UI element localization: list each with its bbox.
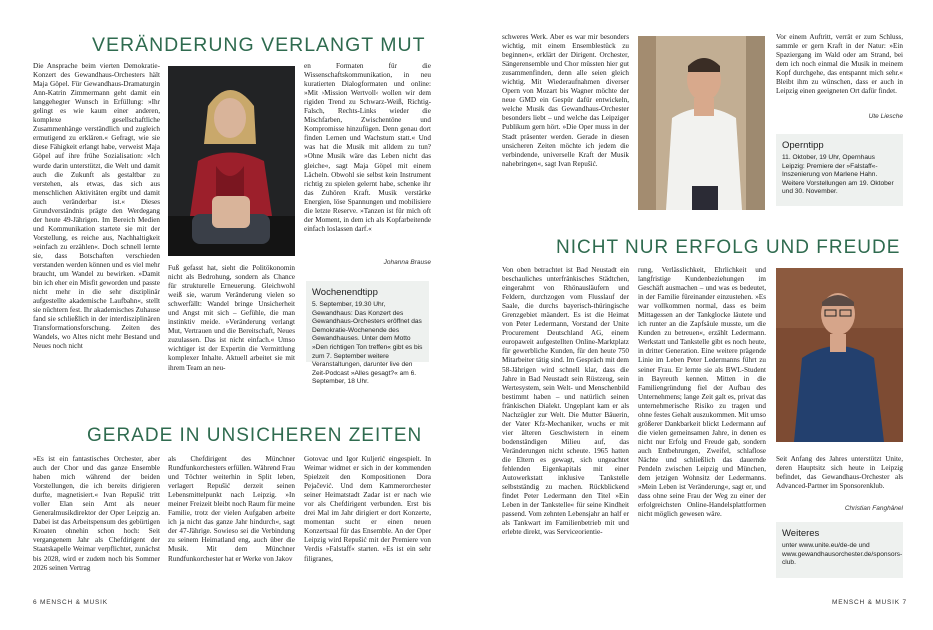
article2-column4 [502,33,629,249]
article3-column1 [502,266,629,582]
article1-col2-text: Fuß gefasst hat, sieht die Politökonomin nicht als Bedrohung, sondern als Chance für strukturelle Erneuerung. Gleichwohl weiß sie, warum Veränderung vielen so schwerfällt: Wandel bringe Unsicherheit und Angst mit sich – Gefühle, die man instinktiv meide. »Veränderung verlangt Mut, Vertrauen und die Bereitschaft, Neues zuzulassen. Das ist nicht einfach.« Umso wichtiger ist der Expertin die Vermittlung komplexer Inhalte. Aktuell arbeitet sie mit ihrem Team an neu- [168,264,295,372]
article1-column2 [168,264,295,396]
opera-tip-title: Operntipp [782,140,824,151]
article2-col1-text: »Es ist ein fantastisches Orchester, aber auch der Chor und das ganze Ensemble haben mich während der beiden Vorstellungen, die ich bereits dirigieren durfte, magnetisiert.« Ivan Repušić tritt voller Elan sein Amt als neuer Generalmusikdirektor der Oper Leipzig an. Dabei ist das Arbeitspensum des gebürtigen Kroaten ohnehin schon hoch: Seit vergangenem Jahr als Chefdirigent der Staatskapelle Weimar verpflichtet, zunächst bis 2028, wird er zudem noch bis Sommer 2026 seinen Vertrag [33,455,160,572]
portrait-photo-maja-goepel [168,66,295,256]
article2-col2-text: als Chefdirigent des Münchner Rundfunkorchesters erfüllen. Während Frau und Töchter weiterhin in Split leben, verlagert Repušić derzeit seinen Lebensmittelpunkt nach Leipzig. »In meiner Freizeit bleibt noch Raum für meine Familie, trotz der vielen Aufgaben arbeite ich ja nicht das ganze Jahr hindurch«, sagt der 47-Jährige. Sowieso sei die Verbindung zu seinem Heimatland eng, auch über die Musik. Mit dem Münchner Rundfunkorchester hat er Werke von Jakov [168,455,295,563]
author-signature-brause: Johanna Brause [383,259,431,266]
article2-column5 [776,33,903,113]
further-info-text[interactable]: unter www.unite.eu/de-de und www.gewandhausorchester.de/sponsors-club. [782,542,903,567]
article2-col3-text: Gotovac und Igor Kuljerić eingespielt. In Weimar widmet er sich in der kommenden Spielzeit den Kompositionen Dora Pejačević. Und dem Kammerorchester seiner Heimatstadt Zadar ist er nach wie vor als Chefdirigent verbunden. Erst bis drei Mal im Jahr dirigiert er dort Konzerte, momentan sucht er einen neuen Konzertsaal für das Ensemble. An der Oper Leipzig wird Repušić mit der Premiere von Verdis »Falstaff« starten. »Es ist ein sehr filigranes, [304,455,431,563]
article2-column1 [33,455,160,581]
portrait-photo-peter-ledermann [776,268,903,442]
weekend-tip-text: 5. September, 19.30 Uhr, Gewandhaus: Das Konzert des Gewandhaus-Orchesters eröffnet das Demokratie-Wochenende des Gewandhauses. Unter dem Motto »Den richtigen Ton treffen« gibt es bis zum 7. September weitere Veranstaltungen, darunter live den Zeit-Podcast »Alles gesagt?« am 6. September, 18 Uhr. [312,301,423,386]
article2-col5-text: Vor einem Auftritt, verrät er zum Schluss, sammle er gern Kraft in der Natur: »Ein Spaziergang im Wald oder am Strand, bei dem ich noch einmal die Musik in meinem Kopf durchgehe, das entspannt mich sehr.« Bleibt ihm zu wünschen, dass er auch in Leipzig einen geeigneten Ort dafür findet. [776,33,903,96]
article3-col2-text: rung, Verlässlichkeit, Ehrlichkeit und langfristige Kundenbeziehungen im Geschäft ausmachen – und was es bedeutet, in der Familie füreinander einzustehen. »Es war vollkommen normal, dass es beim Mittagessen an der Tankglocke läutete und ich runter an die Zapfsäule musste, um die Kunden zu betreuen«, erzählt Ledermann. Werkstatt und Tankstelle gibt es noch heute, in dritter Generation. Eine weitere prägende Linie im Leben Peter Ledermanns führt zu seiner Frau. Er lernte sie als BWL-Student in Bayreuth kennen. Mitten in die Familiengründung fiel der Aufbau des Unternehmens; lange Zeit galt es, privat das unternehmerische Risiko zu tragen und ohne festes Gehalt auszukommen. Mit umso größerer Dankbarkeit blickt Ledermann auf die vielen gemeinsamen Jahre, in denen es nicht nur Erfolg und Freude gab, sondern auch Entbehrungen, Zweifel, schlaflose Nächte und schließlich das dauernde Pendeln zwischen Leipzig und München, dem jetzigen Wohnsitz der Ledermanns. »Mein Leben ist Veränderung«, sagt er, und dass ohne seine Frau der Weg zu einer der erfolgreichsten Online-Handelsplattformen nicht möglich gewesen wäre. [638,266,766,519]
article3-column2 [638,266,766,582]
further-info-title: Weiteres [782,528,820,539]
portrait-photo-ivan-repusic [638,36,765,210]
author-signature-liesche: Ute Liesche [868,113,903,120]
article1-col3-text: en Formaten für die Wissenschaftskommunikation, in neu kuratierten Dialogformaten und online: »Mit ›Mission Wertvoll‹ wollen wir dem rigiden Trend zu Schwarz-Weiß, Richtig-Falsch, Rechts-Links wieder die Mischfarben, Zwischentöne und Kompromisse hinzufügen. Denn genau dort finden Lernen und Wachstum statt.« Und was hat die Musik mit alldem zu tun? »Ohne Musik wäre das Leben nicht das gleiche«, sagt Maja Göpel mit einem Lächeln. Obwohl sie selbst kein Instrument richtig zu spielen gelernt habe, schenke ihr das Zuhören Kraft. Musik verstärke Energien, löse Spannungen und mobilisiere die letzte Reserve. »Tanzen ist für mich oft der Moment, in dem ich als Kopfarbeitende einfach loslassen darf.« [304,62,431,233]
headline-erfolg-freude: NICHT NUR ERFOLG UND FREUDE [556,237,901,258]
article3-col1-text: Von oben betrachtet ist Bad Neustadt ein beschauliches unterfränkisches Städtchen, eingerahmt von Rhönausläufern und Feldern, durchzogen vom Flusslauf der Saale, die durchs bayerisch-thüringische Grenzgebiet mäandert. Es ist die Heimat von Peter Ledermann, Vorstand der Unite Procurement Deutschland AG, einem europaweit aufgestellten Online-Marktplatz für gewerbliche Kunden, für den heute 750 Mitarbeiter tätig sind. Im Gespräch mit dem 58-Jährigen wird schnell klar, dass die Jahre in Bad Neustadt sein Rüstzeug, sein Wertesystem, sein Welt- und Menschenbild bestimmt haben – und natürlich seinen fränkischen Dialekt. Ungeplant kam er als Nachzügler zur Welt. Die Mutter Bäuerin, der Vater Kfz-Mechaniker, wuchs er mit vier älteren Geschwistern in einem bodenständigen Milieu auf, das Veränderungen nicht scheute. 1965 hatten die Eltern es gewagt, sich ungeachtet fehlenden Eigenkapitals mit einer Autowerkstatt inklusive Tankstelle selbstständig zu machen. Rückblickend findet Peter Ledermann den Titel »Ein Leben in der Tankstelle« für seine Kindheit passend. Vom zehnten Lebensjahr an half er als Tankwart im Familienbetrieb mit und erlebte direkt, was Serviceorientie- [502,266,629,537]
article1-column3 [304,62,431,262]
article1-column1 [33,62,160,396]
headline-veraenderung: VERÄNDERUNG VERLANGT MUT [92,34,426,56]
opera-tip-box [776,134,903,206]
opera-tip-text: 11. Oktober, 19 Uhr, Opernhaus Leipzig: Premiere der »Falstaff«-Inszenierung von Marlene Hahn. Weitere Vorstellungen am 19. Oktober und 30. November. [782,154,894,196]
weekend-tip-box [306,281,429,386]
article3-col3-text: Seit Anfang des Jahres unterstützt Unite, deren Hauptsitz sich heute in Leipzig befindet, das Gewandhaus-Orchester als Advanced-Partner im Sponsorenklub. [776,455,903,491]
article2-col4-text: schweres Werk. Aber es war mir besonders wichtig, mit einem Ensemblestück zu beginnen«, erklärt der Dirigent. Orchester, Sängerensemble und Chor müssten hier gut zusammenfinden, denn alle seien gleich wichtig. Mit Wiederaufnahmen diverser Opern von Mozart bis Wagner möchte der neue GMD ein Gespür dafür entwickeln, welche Musik das Gewandhaus-Orchester besonders liebt – und welche das Leipziger Publikum gern hört. »Die Oper muss in der Stadt präsenter werden. Gerade in diesen unsicheren Zeiten möchte ich jedem die verbindende, universelle Kraft der Musik nahebringen«, sagt Ivan Repušić. [502,33,629,168]
folio-left: 6 MENSCH & MUSIK [33,599,108,606]
author-signature-fanghaenel: Christian Fanghänel [844,505,903,512]
folio-right: MENSCH & MUSIK 7 [832,599,907,606]
article2-column2 [168,455,295,581]
article1-col1-text: Die Ansprache beim vierten Demokratie-Konzert des Gewandhaus-Orchesters hält Maja Göpel. Für Gewandhaus-Dramaturgin Ann-Katrin Zimmermann geht damit ein langgehegter Wunsch in Erfüllung: »Ihr gelingt es wie kaum einer anderen, komplexe gesellschaftliche Zusammenhänge verständlich und zugleich ermutigend zu erklären.« Gefragt, wie sie diese Fähigkeit erlangt habe, verweist Maja Göpel auf ihre frühe Sozialisation: »Ich wurde darin unterstützt, die Welt und damit auch die Zukunft als gestaltbar zu verstehen, als etwas, das sich aus menschlichen Aktivitäten ergibt und damit auch veränderbar ist.« Dieses Grundverständnis prägte den Werdegang der heute 49-Jährigen. Im Bereich Medien und Kommunikation startete sie mit der Vorstellung, es reiche aus, Nachhaltigkeit »einfach zu erzählen«. Doch schnell lernte sie, dass Botschaften verschieden verstanden werden können und es viel mehr braucht, um Wandel zu bewirken. »Damit bin ich eher ein Misfit geworden und passte nicht mehr in die sehr disziplinär aufgestellte akademische Laufbahn«, stellt sie nüchtern fest. Ihr akademisches Zuhause fand sie schließlich in der interdisziplinären Transformationsforschung. Zeiten des Wandels, wo Altes nicht mehr Bestand und Neues noch nicht [33,62,160,351]
further-info-box [776,522,903,578]
article2-column3 [304,455,431,581]
headline-unsichere-zeiten: GERADE IN UNSICHEREN ZEITEN [87,425,423,446]
weekend-tip-title: Wochenendtipp [312,287,378,298]
